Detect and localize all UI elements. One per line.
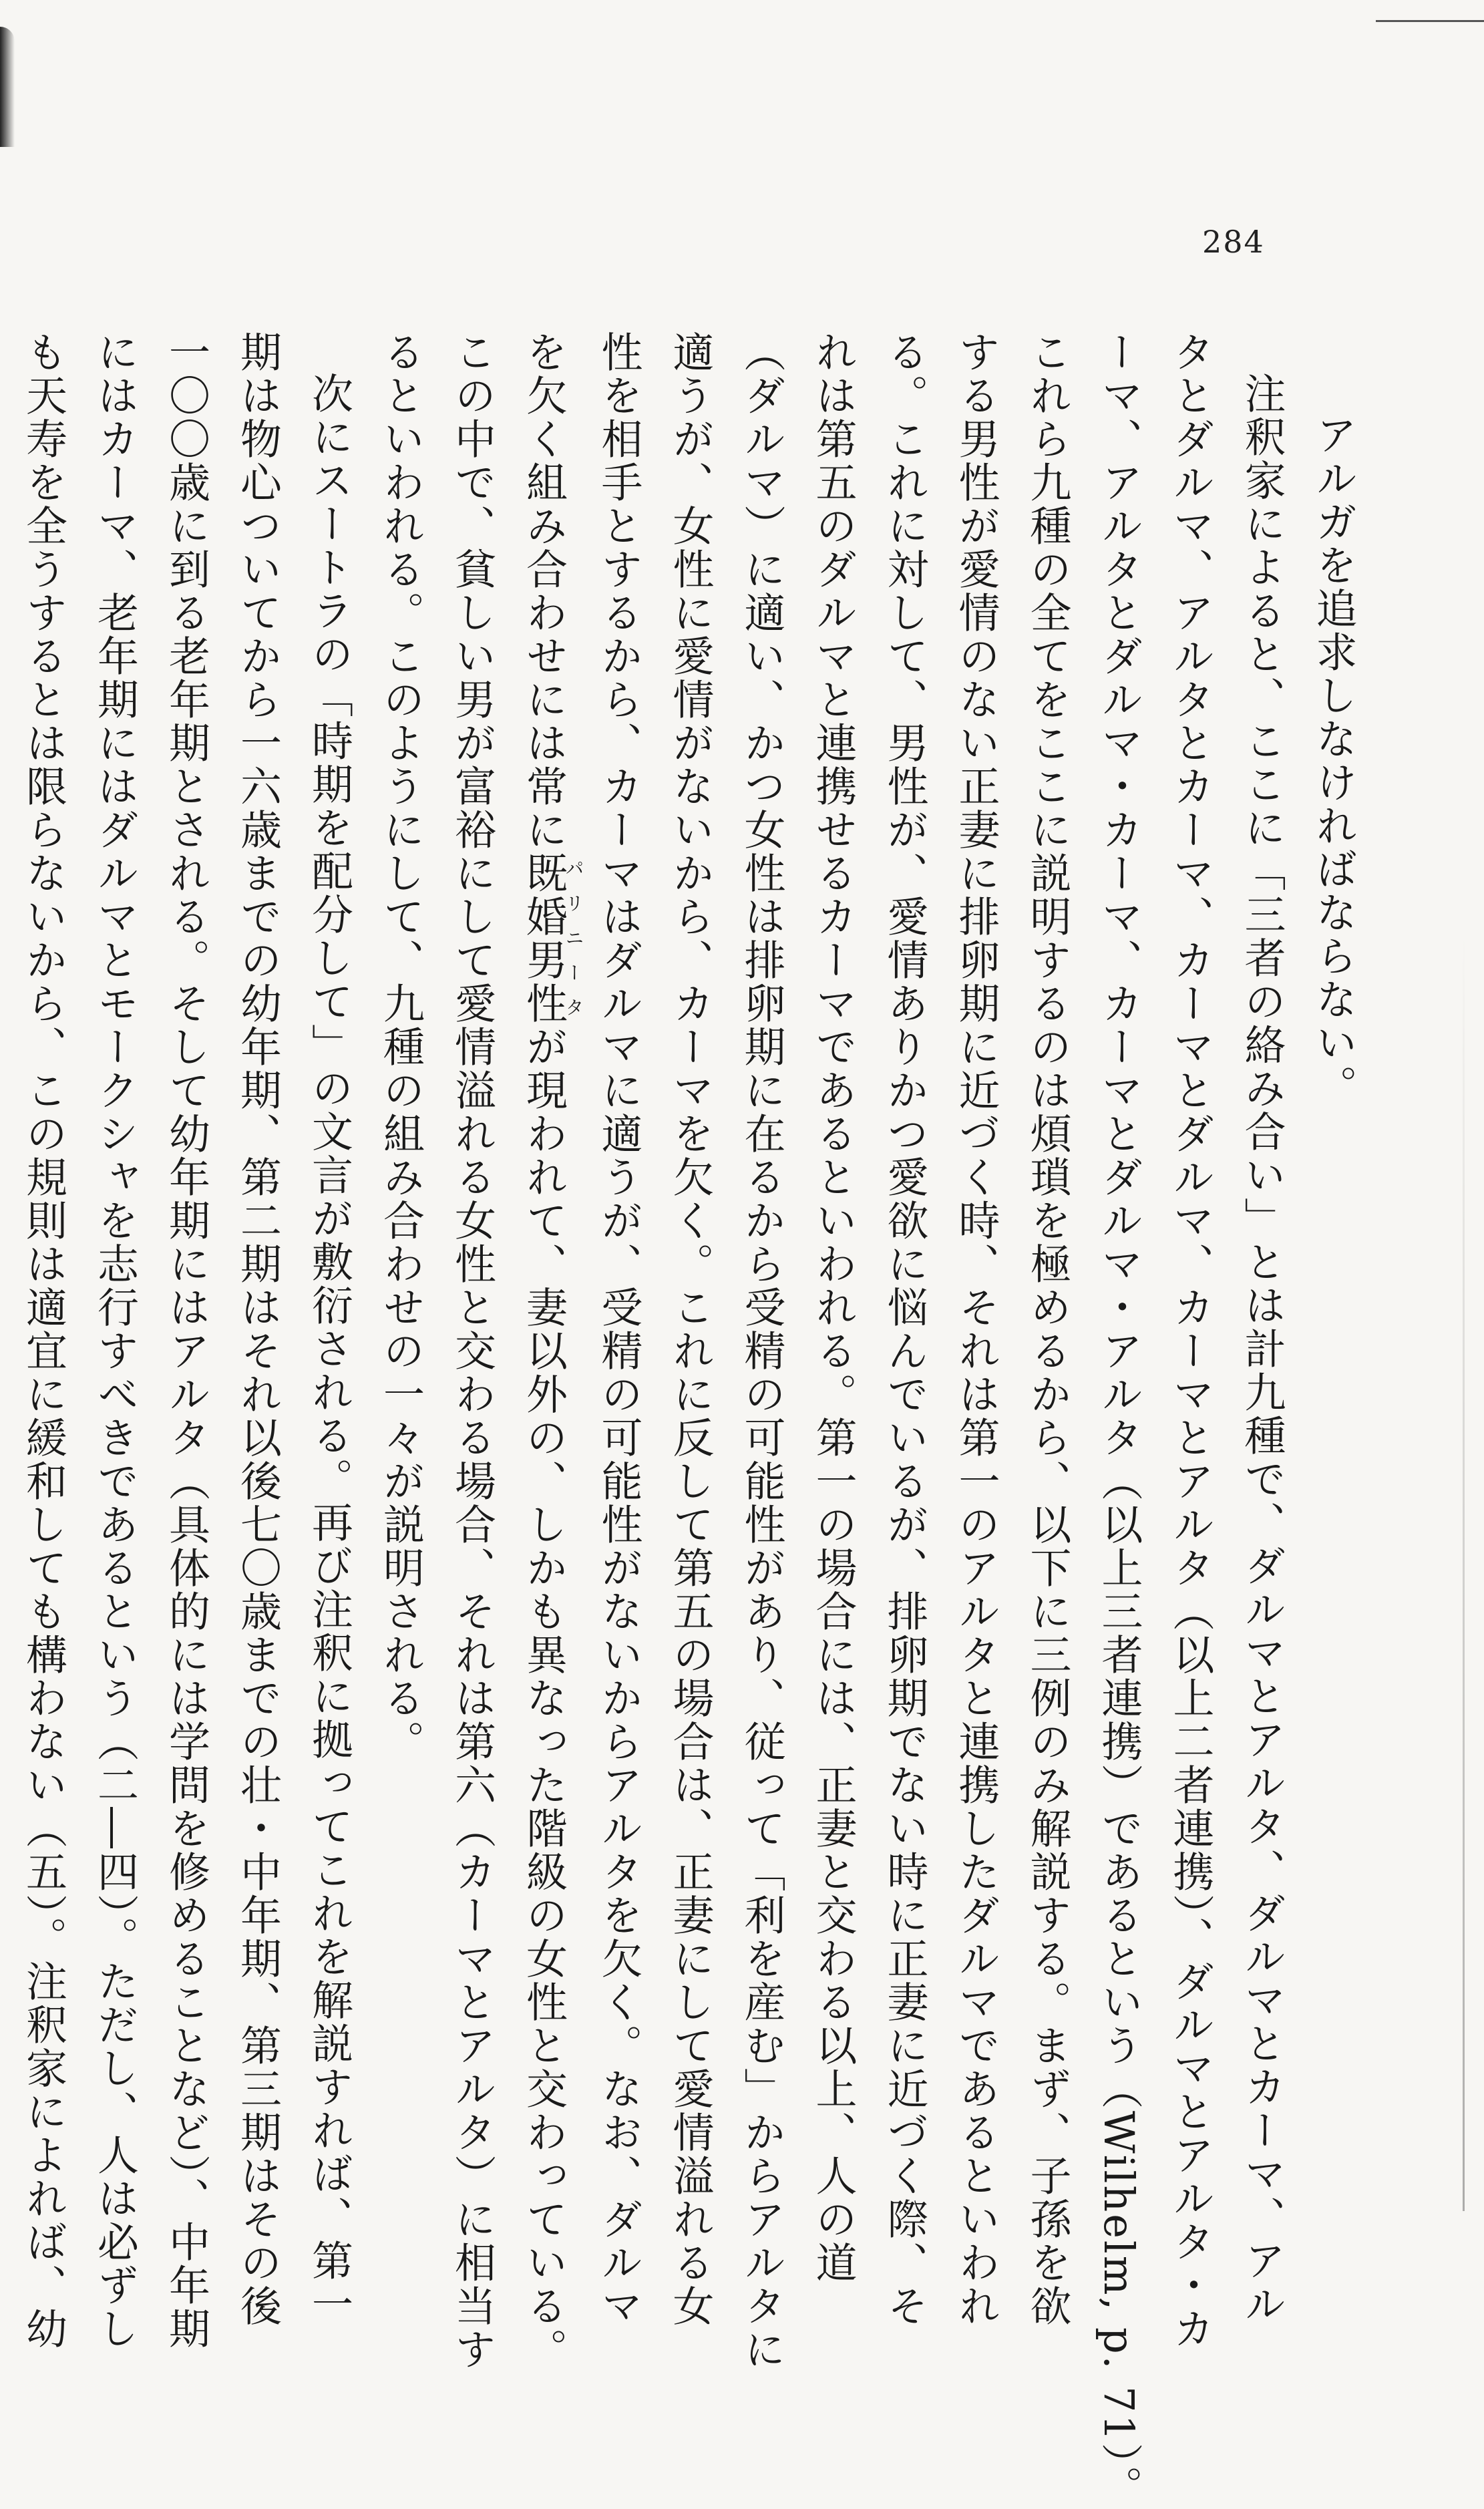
text-line: 次にスートラの「時期を配分して」の文言が敷衍される。再び注釈に拠ってこれを解説すれば、第一 [305,372,354,2326]
text-line: タとダルマ、アルタとカーマ、カーマとダルマ、カーマとアルタ（以上二者連携）、ダルマとアルタ・カ [1166,331,1215,2351]
text-line: も天寿を全うするとは限らないから、この規則は適宜に緩和しても構わない（五）。注釈家によれば、幼 [19,331,68,2351]
text-line: この中で、貧しい男が富裕にして愛情溢れる女性と交わる場合、それは第六（カーマとアルタ）に相当す [447,331,497,2371]
text-line: れは第五のダルマと連携せるカーマであるといわれる。第一の場合には、正妻と交わる以上、人の道 [809,331,858,2285]
text-line: を欠く組み合わせには常に既婚男性パリニータが現われて、妻以外の、しかも異なった階級の女性と交わっている。 [519,331,585,2371]
text-line: るといわれる。このようにして、九種の組み合わせの一々が説明される。 [376,331,425,1764]
text-line: する男性が愛情のない正妻に排卵期に近づく時、それは第一のアルタと連携したダルマであるといわれ [952,331,1000,2328]
page-number: 284 [1202,224,1265,260]
ruby-annotation: 既婚男性パリニータ [519,852,585,1025]
body-text [19,331,1369,2509]
ruby-reading: パリニータ [562,852,585,1025]
scan-binding-shadow [0,27,15,147]
scan-right-edge [1463,935,1465,2211]
text-line: 性を相手とするから、カーマはダルマに適うが、受精の可能性がないからアルタを欠く。なお、ダルマ [594,331,643,2328]
text-line: 期は物心ついてから一六歳までの幼年期、第二期はそれ以後七〇歳までの壮・中年期、第三期はその後 [233,331,283,2328]
text-line: 一〇〇歳に到る老年期とされる。そして幼年期にはアルタ（具体的には学問を修めることなど）、中年期 [162,331,211,2351]
text-line: にはカーマ、老年期にはダルマとモークシャを志行すべきであるという（二―四）。ただし、人は必ずし [90,331,140,2351]
text-line: ーマ、アルタとダルマ・カーマ、カーマとダルマ・アルタ（以上三者連携）であるという（Wilhelm, p. 71）。 [1095,331,1143,2509]
text-line: これら九種の全てをここに説明するのは煩瑣を極めるから、以下に三例のみ解説する。まず、子孫を欲 [1023,331,1072,2328]
text-line: （ダルマ）に適い、かつ女性は排卵期に在るから受精の可能性があり、従って「利を産む」からアルタに [737,331,786,2371]
text-line: アルガを追求しなければならない。 [1309,413,1358,1108]
text-line: 注釈家によると、ここに「三者の絡み合い」とは計九種で、ダルマとアルタ、ダルマとカーマ、アル [1238,372,1286,2326]
text-line: 適うが、女性に愛情がないから、カーマを欠く。これに反して第五の場合は、正妻にして愛情溢れる女 [666,331,715,2328]
scan-edge-line [1376,20,1484,22]
text-line: る。これに対して、男性が、愛情ありかつ愛欲に悩んでいるが、排卵期でない時に正妻に近づく際、そ [880,331,929,2328]
